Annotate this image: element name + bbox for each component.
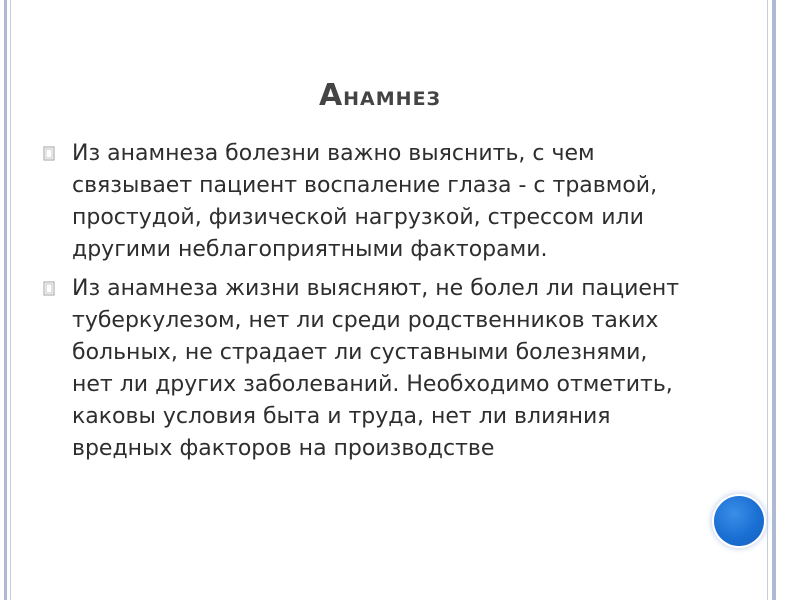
bullet-text: Из анамнеза жизни выясняют, не болел ли пациент туберкулезом, нет ли среди родственников таких больных, не страдает ли суставными болезнями, нет ли других заболеваний. Необходимо отметить, каковы условия быта и труда, нет ли влияния вредных факторов на производстве: [72, 276, 680, 461]
frame-left-border: [4, 0, 7, 600]
frame-right-border: [772, 0, 776, 600]
bullet-list: [40, 138, 680, 472]
bullet-text: Из анамнеза болезни важно выяснить, с чем связывает пациент воспаление глаза - с травмой, простудой, физической нагрузкой, стрессом или другими неблагоприятными факторами.: [72, 141, 658, 262]
blue-circle-decoration: [714, 496, 764, 546]
hollow-square-bullet-icon: [43, 281, 55, 296]
slide-title: Анамнез: [318, 78, 442, 113]
bullet-item-history-of-illness: [40, 138, 680, 266]
bullet-item-history-of-life: [40, 273, 680, 465]
frame-right-inner-line: [767, 0, 768, 600]
hollow-square-bullet-icon: [43, 146, 55, 161]
frame-left-inner-line: [10, 0, 11, 600]
